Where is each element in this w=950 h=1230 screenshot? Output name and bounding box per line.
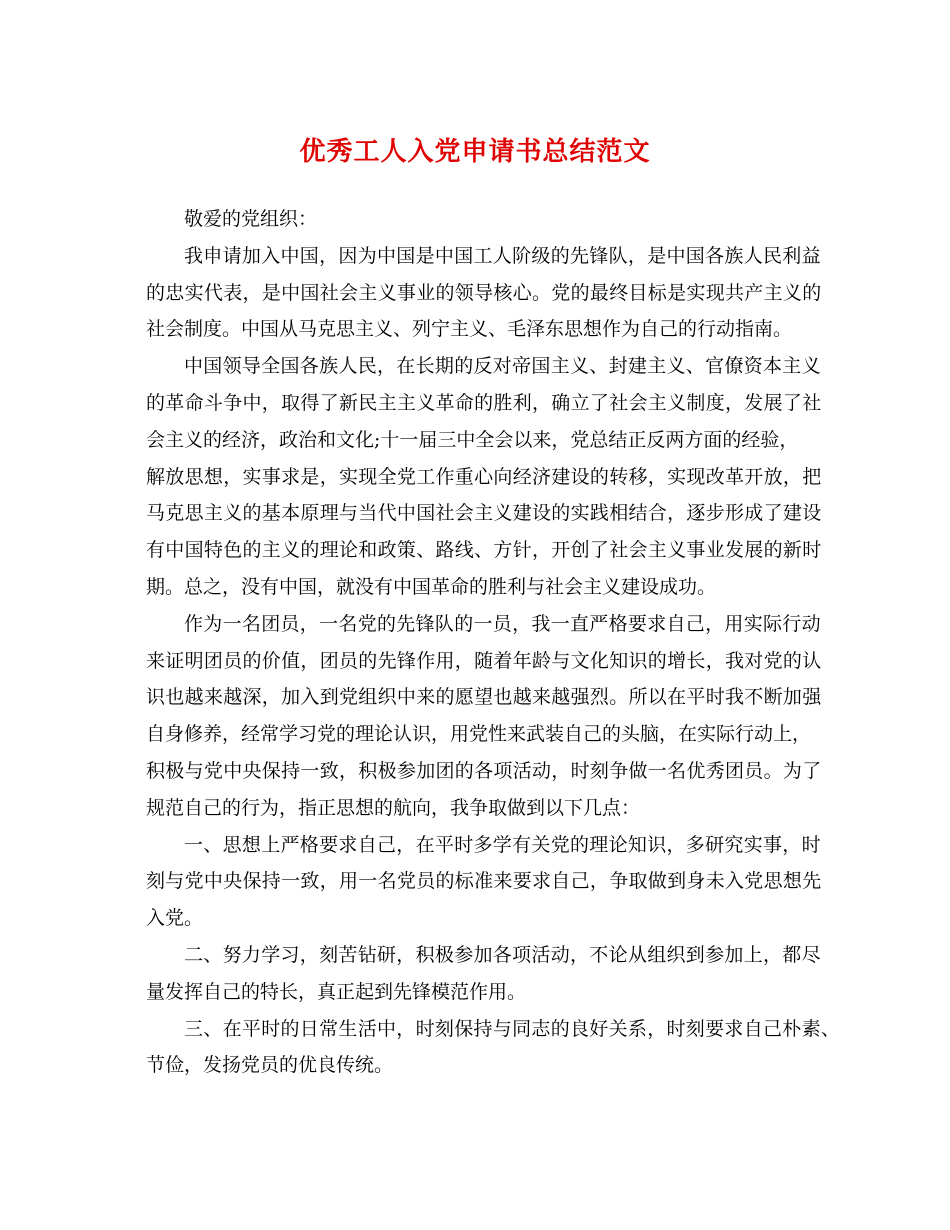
paragraph-line: 二、努力学习，刻苦钻研，积极参加各项活动，不论从组织到参加上，都尽	[184, 943, 821, 966]
paragraph-line: 的革命斗争中，取得了新民主主义革命的胜利，确立了社会主义制度，发展了社	[146, 391, 822, 414]
paragraph-line: 量发挥自己的特长，真正起到先锋模范作用。	[146, 980, 527, 1003]
paragraph-line: 一、思想上严格要求自己，在平时多学有关党的理论知识，多研究实事，时	[184, 833, 821, 856]
paragraph-line: 作为一名团员，一名党的先锋队的一员，我一直严格要求自己，用实际行动	[184, 612, 821, 635]
paragraph-line: 会主义的经济，政治和文化;十一届三中全会以来，党总结正反两方面的经验，	[146, 428, 799, 451]
paragraph-line: 马克思主义的基本原理与当代中国社会主义建设的实践相结合，逐步形成了建设	[146, 502, 822, 525]
paragraph-line: 积极与党中央保持一致，积极参加团的各项活动，时刻争做一名优秀团员。为了	[146, 759, 822, 782]
document-body	[146, 201, 841, 1084]
paragraph-line: 来证明团员的价值，团员的先锋作用，随着年龄与文化知识的增长，我对党的认	[146, 649, 822, 672]
paragraph-line: 入党。	[146, 907, 204, 930]
paragraph-line: 识也越来越深，加入到党组织中来的愿望也越来越强烈。所以在平时我不断加强	[146, 686, 822, 709]
paragraph-line: 社会制度。中国从马克思主义、列宁主义、毛泽东思想作为自己的行动指南。	[146, 318, 793, 341]
document-title: 优秀工人入党申请书总结范文	[299, 137, 651, 167]
paragraph-line: 的忠实代表，是中国社会主义事业的领导核心。党的最终目标是实现共产主义的	[146, 281, 822, 304]
paragraph-line: 节俭，发扬党员的优良传统。	[146, 1054, 394, 1077]
paragraph-line: 我申请加入中国，因为中国是中国工人阶级的先锋队，是中国各族人民利益	[184, 244, 821, 267]
paragraph-line: 规范自己的行为，指正思想的航向，我争取做到以下几点：	[146, 796, 641, 819]
salutation-line: 敬爱的党组织：	[184, 208, 318, 230]
paragraph-line: 有中国特色的主义的理论和政策、路线、方针，开创了社会主义事业发展的新时	[146, 539, 822, 562]
paragraph-line: 解放思想，实事求是，实现全党工作重心向经济建设的转移，实现改革开放，把	[146, 465, 822, 488]
paragraph-line: 刻与党中央保持一致，用一名党员的标准来要求自己，争取做到身未入党思想先	[146, 870, 822, 893]
paragraph-line: 中国领导全国各族人民，在长期的反对帝国主义、封建主义、官僚资本主义	[184, 355, 821, 378]
paragraph-line: 自身修养，经常学习党的理论认识，用党性来武装自己的头脑，在实际行动上，	[146, 723, 812, 746]
paragraph-line: 三、在平时的日常生活中，时刻保持与同志的良好关系，时刻要求自己朴素、	[184, 1017, 841, 1040]
paragraph-line: 期。总之，没有中国，就没有中国革命的胜利与社会主义建设成功。	[146, 575, 717, 598]
